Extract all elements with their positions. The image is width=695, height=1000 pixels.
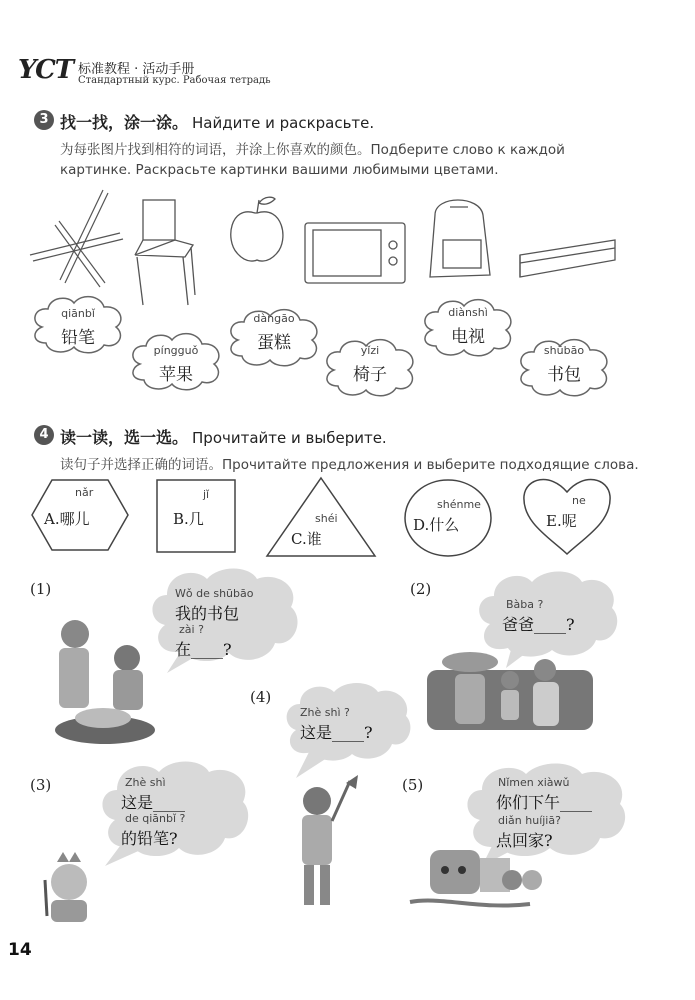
question-1-bubble	[145, 565, 303, 675]
option-label: E.呢	[546, 512, 577, 530]
section-4-number: 4	[34, 425, 54, 445]
question-2-pinyin-1: Bàba ?	[506, 598, 544, 611]
section-4-title-zh: 读一读，选一选。	[60, 428, 189, 447]
question-3-bubble	[95, 758, 255, 870]
page-number: 14	[8, 940, 32, 960]
pictures-row	[25, 185, 680, 310]
word-cloud-shubao[interactable]	[514, 336, 614, 398]
option-label: B.几	[173, 510, 204, 528]
question-5-text-1: 你们下午____	[496, 793, 593, 812]
question-3-text-1: 这是____	[121, 793, 186, 812]
section-3-instruction	[60, 140, 690, 180]
option-a-hexagon[interactable]	[30, 478, 130, 552]
question-3-pinyin-1: Zhè shì	[125, 776, 166, 789]
word-hanzi: 苹果	[159, 365, 193, 385]
word-pinyin: diànshì	[448, 306, 488, 319]
section-4-title-ru: Прочитайте и выберите.	[192, 429, 387, 447]
mother-and-boy-with-cat-icon	[55, 620, 155, 744]
option-pinyin: ne	[572, 494, 586, 507]
cake-icon	[520, 240, 615, 277]
word-cloud-dangao[interactable]	[224, 306, 324, 368]
question-4-text-1: 这是____?	[300, 723, 373, 742]
question-3-text-2: 的铅笔?	[121, 829, 178, 848]
question-1-text-2: 在____?	[175, 640, 232, 659]
word-cloud-yizi[interactable]	[320, 336, 420, 398]
section-3-title-zh: 找一找，涂一涂。	[60, 113, 189, 132]
question-2-number: (2)	[410, 580, 432, 598]
option-label: C.谁	[291, 530, 322, 548]
option-d-circle[interactable]	[403, 478, 493, 558]
option-c-triangle[interactable]	[265, 476, 377, 558]
word-cloud-qianbi[interactable]	[28, 293, 128, 355]
question-5-text-2: 点回家?	[496, 831, 553, 850]
train-and-children-icon	[410, 850, 542, 906]
option-b-square[interactable]	[155, 478, 237, 554]
word-pinyin: shūbāo	[543, 344, 585, 357]
word-hanzi: 蛋糕	[257, 333, 291, 353]
girl-with-crown-icon	[45, 852, 87, 922]
word-cloud-pingguo[interactable]	[126, 330, 226, 392]
question-4-number: (4)	[250, 688, 272, 706]
chair-icon	[135, 200, 195, 305]
option-label: A.哪儿	[44, 510, 90, 528]
question-3-pinyin-2: de qiānbǐ ?	[125, 812, 186, 825]
question-1-text-1: 我的书包	[175, 604, 240, 623]
section-3-title	[60, 110, 374, 133]
section-4-instruction: 读句子并选择正确的词语。Прочитайте предложения и выберите подходящие слова.	[60, 457, 639, 473]
family-on-sofa-icon	[427, 652, 593, 730]
question-4-pinyin-1: Zhè shì ?	[300, 706, 350, 719]
apple-icon	[231, 197, 283, 261]
question-3-number: (3)	[30, 776, 52, 794]
pencils-icon	[30, 190, 123, 287]
question-5-number: (5)	[402, 776, 424, 794]
option-pinyin: shénme	[437, 498, 481, 511]
question-1-illustration	[45, 612, 165, 752]
question-5-pinyin-2: diǎn huíjiā?	[498, 814, 561, 827]
question-1-number: (1)	[30, 580, 52, 598]
question-3-illustration	[35, 850, 105, 925]
book-subtitle: Стандартный курс. Рабочая тетрадь	[78, 75, 271, 86]
option-pinyin: shéi	[315, 512, 338, 525]
option-pinyin: nǎr	[75, 486, 94, 499]
section-3-instruction-line2: картинке. Раскрасьте картинки вашими любимыми цветами.	[60, 162, 499, 178]
backpack-icon	[430, 200, 490, 277]
question-5-illustration	[400, 840, 550, 920]
option-e-heart[interactable]	[520, 472, 614, 558]
boy-with-brush-icon	[302, 775, 358, 905]
question-4-bubble	[280, 680, 415, 780]
section-3-instruction-line1: 为每张图片找到相符的词语，并涂上你喜欢的颜色。Подберите слово к каждой	[60, 142, 565, 158]
question-4-illustration	[282, 775, 372, 915]
word-pinyin: dàngāo	[253, 312, 295, 325]
word-pinyin: qiānbǐ	[61, 307, 95, 320]
yct-logo: YCT	[18, 55, 74, 85]
section-3-number: 3	[34, 110, 54, 130]
word-cloud-dianshi[interactable]	[418, 296, 518, 358]
section-3-title-ru: Найдите и раскрасьте.	[192, 114, 375, 132]
word-pinyin: yǐzi	[360, 344, 380, 357]
word-hanzi: 铅笔	[61, 328, 95, 348]
word-pinyin: píngguǒ	[153, 344, 199, 357]
question-5-pinyin-1: Nǐmen xiàwǔ	[498, 776, 570, 789]
word-hanzi: 椅子	[353, 365, 387, 385]
tv-icon	[305, 223, 405, 283]
book-title: 标准教程 · 活动手册	[78, 62, 195, 77]
question-1-pinyin-1: Wǒ de shūbāo	[175, 587, 254, 600]
option-label: D.什么	[413, 516, 460, 534]
section-4-title	[60, 425, 387, 448]
word-hanzi: 书包	[547, 365, 581, 385]
option-pinyin: jǐ	[203, 488, 210, 501]
question-2-illustration	[425, 650, 595, 750]
question-1-pinyin-2: zài ?	[179, 623, 204, 636]
word-hanzi: 电视	[451, 327, 485, 347]
question-2-text-1: 爸爸____?	[502, 615, 575, 634]
